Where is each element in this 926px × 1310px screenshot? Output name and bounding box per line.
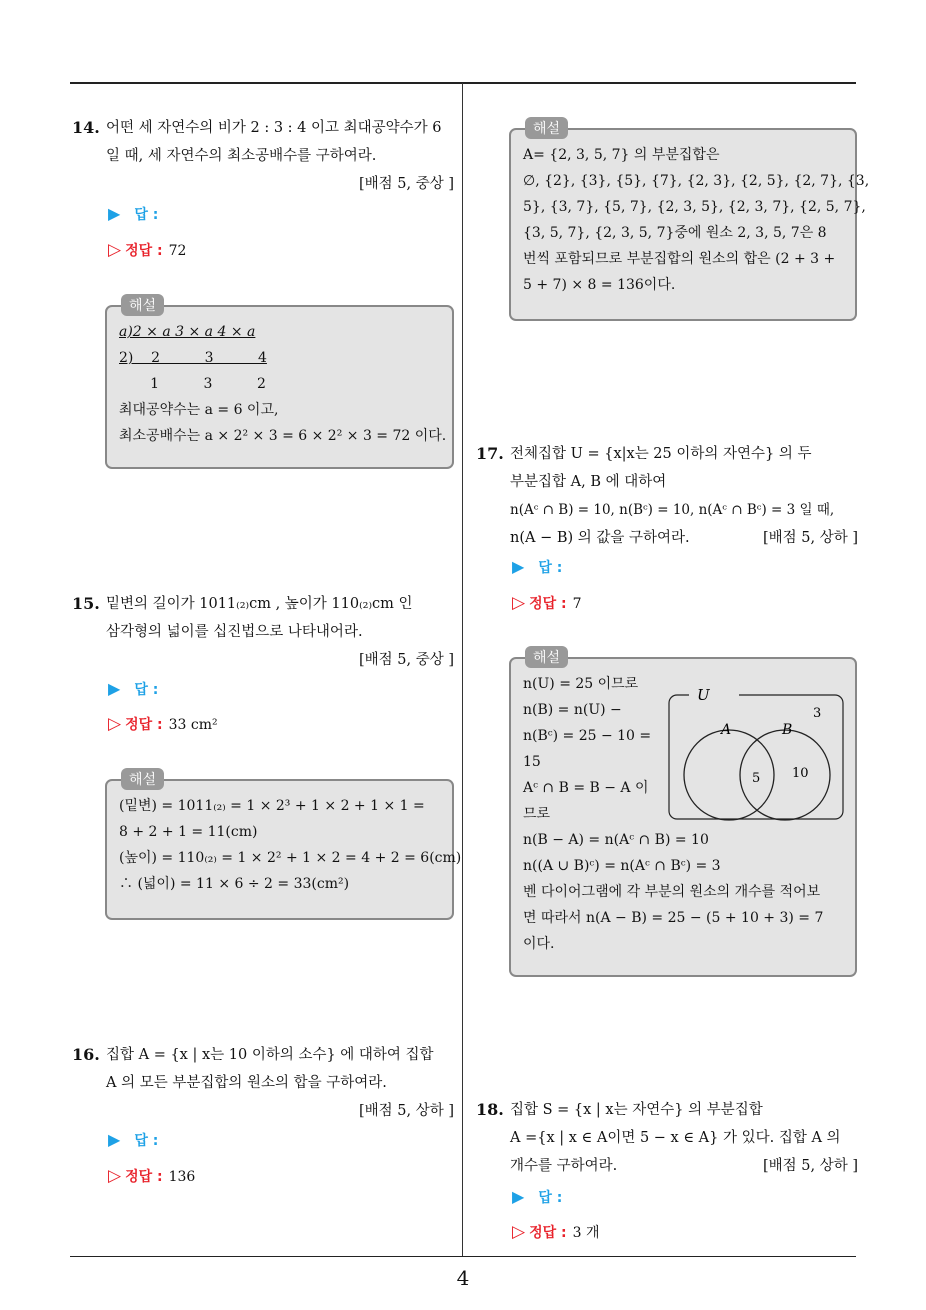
correct-value: 136	[168, 1169, 196, 1185]
question-number: 16.	[72, 1045, 100, 1064]
question-line: 집합 S = {x | x는 자연수} 의 부분집합	[510, 1102, 763, 1118]
solution-line: 최소공배수는 a × 2² × 3 = 6 × 2² × 3 = 72 이다.	[119, 428, 447, 444]
answer-label: 답 :	[538, 1190, 563, 1206]
question-number: 18.	[476, 1100, 504, 1119]
question-line: A 의 모든 부분집합의 원소의 합을 구하여라.	[106, 1075, 387, 1091]
answer-row	[108, 679, 158, 699]
solution-line: n(B) = n(U) −	[523, 702, 622, 718]
column-divider	[462, 83, 463, 1257]
solution-line: Aᶜ ∩ B = B − A 이	[523, 780, 649, 796]
solution-line: n(Bᶜ) = 25 − 10 =	[523, 728, 652, 744]
question-line: 삼각형의 넓이를 십진법으로 나타내어라.	[106, 624, 363, 640]
solution-line: 8 + 2 + 1 = 11(cm)	[119, 824, 258, 840]
correct-label: 정답 :	[125, 1169, 163, 1185]
answer-label: 답 :	[134, 1133, 159, 1149]
outline-triangle-icon: ▷	[108, 714, 122, 734]
answer-row	[108, 204, 158, 224]
solution-tag: 해설	[121, 294, 164, 316]
venn-label-u: U	[697, 689, 710, 704]
question-line: 어떤 세 자연수의 비가 2 : 3 : 4 이고 최대공약수가 6	[106, 120, 442, 136]
score-meta: [배점 5, 상하 ]	[762, 530, 858, 546]
solution-line: ∅, {2}, {3}, {5}, {7}, {2, 3}, {2, 5}, {2, 7}, {3,	[523, 173, 870, 189]
solution-body	[119, 793, 462, 897]
solution-line: 5 + 7) × 8 = 136이다.	[523, 277, 676, 293]
correct-value: 72	[168, 243, 187, 259]
solution-line: n(U) = 25 이므로	[523, 676, 639, 692]
venn-label-b: B	[782, 722, 793, 738]
correct-value: 7	[572, 596, 582, 612]
solution-line: 벤 다이어그램에 각 부분의 원소의 개수를 적어보	[523, 884, 821, 900]
solution-line: 15	[523, 754, 541, 770]
question-16	[72, 1041, 454, 1125]
correct-value: 3 개	[572, 1225, 600, 1241]
solution-line: (높이) = 110₍₂₎ = 1 × 2² + 1 × 2 = 4 + 2 = 6(cm)	[119, 850, 462, 866]
solution-line: 1 3 2	[119, 376, 266, 392]
answer-row	[512, 1187, 562, 1207]
correct-label: 정답 :	[529, 596, 567, 612]
correct-answer-row	[108, 240, 186, 260]
solution-tag: 해설	[121, 768, 164, 790]
question-line: 일 때, 세 자연수의 최소공배수를 구하여라.	[106, 148, 377, 164]
solution-box	[105, 772, 462, 920]
top-rule	[70, 82, 856, 84]
solution-line: 최대공약수는 a = 6 이고,	[119, 402, 279, 418]
question-line: 전체집합 U = {x|x는 25 이하의 자연수} 의 두	[510, 446, 812, 462]
solution-line: 이다.	[523, 936, 555, 952]
solution-line: n(B − A) = n(Aᶜ ∩ B) = 10	[523, 832, 709, 848]
question-line	[510, 1152, 858, 1180]
answer-row	[108, 1130, 158, 1150]
answer-row	[512, 557, 562, 577]
solution-line: {3, 5, 7}, {2, 3, 5, 7}중에 원소 2, 3, 5, 7은 8	[523, 225, 827, 241]
question-number: 17.	[476, 444, 504, 463]
play-triangle-icon: ▶	[512, 557, 525, 576]
solution-body	[523, 142, 870, 298]
question-line: 집합 A = {x | x는 10 이하의 소수} 에 대하여 집합	[106, 1047, 434, 1063]
answer-label: 답 :	[134, 682, 159, 698]
score-meta: [배점 5, 중상 ]	[358, 176, 454, 192]
solution-line: 므로	[523, 806, 551, 822]
bottom-rule	[70, 1256, 856, 1257]
solution-line: n((A ∪ B)ᶜ) = n(Aᶜ ∩ Bᶜ) = 3	[523, 858, 721, 874]
answer-label: 답 :	[538, 560, 563, 576]
correct-answer-row	[512, 593, 582, 613]
play-triangle-icon: ▶	[108, 1130, 121, 1149]
correct-label: 정답 :	[529, 1225, 567, 1241]
solution-line: ∴ (넓이) = 11 × 6 ÷ 2 = 33(cm²)	[119, 876, 350, 892]
correct-value: 33 cm²	[168, 717, 218, 733]
play-triangle-icon: ▶	[108, 679, 121, 698]
solution-line: a)2 × a 3 × a 4 × a	[119, 324, 256, 340]
solution-line: 번씩 포함되므로 부분집합의 원소의 합은 (2 + 3 +	[523, 251, 836, 267]
question-17	[476, 440, 858, 552]
venn-intersection-count: 5	[752, 771, 761, 786]
score-meta: [배점 5, 상하 ]	[358, 1103, 454, 1119]
outline-triangle-icon: ▷	[512, 1222, 526, 1242]
question-line-text: n(A − B) 의 값을 구하여라.	[510, 530, 690, 546]
venn-diagram	[667, 689, 847, 824]
venn-b-only-count: 10	[792, 766, 809, 781]
question-line	[510, 524, 858, 552]
question-line-text: 개수를 구하여라.	[510, 1158, 618, 1174]
correct-answer-row	[512, 1222, 600, 1242]
solution-line-text: 2) 2 3 4	[119, 350, 267, 366]
solution-line: A= {2, 3, 5, 7} 의 부분집합은	[523, 147, 720, 163]
solution-box	[509, 650, 857, 977]
solution-line	[119, 345, 440, 371]
correct-answer-row	[108, 1166, 195, 1186]
question-14	[72, 114, 454, 198]
solution-tag: 해설	[525, 646, 568, 668]
solution-box	[105, 298, 454, 469]
solution-line: 5}, {3, 7}, {5, 7}, {2, 3, 5}, {2, 3, 7}, {2, 5, 7},	[523, 199, 866, 215]
outline-triangle-icon: ▷	[512, 593, 526, 613]
play-triangle-icon: ▶	[108, 204, 121, 223]
solution-tag: 해설	[525, 117, 568, 139]
outline-triangle-icon: ▷	[108, 1166, 122, 1186]
question-number: 14.	[72, 118, 100, 137]
answer-label: 답 :	[134, 207, 159, 223]
question-line: 밑변의 길이가 1011₍₂₎cm , 높이가 110₍₂₎cm 인	[106, 596, 413, 612]
question-line: A ={x | x ∈ A이면 5 − x ∈ A} 가 있다. 집합 A 의	[510, 1130, 841, 1146]
venn-label-a: A	[721, 722, 732, 738]
outline-triangle-icon: ▷	[108, 240, 122, 260]
page-number: 4	[456, 1266, 470, 1290]
question-line: 부분집합 A, B 에 대하여	[510, 474, 667, 490]
solution-line: (밑변) = 1011₍₂₎ = 1 × 2³ + 1 × 2 + 1 × 1 =	[119, 798, 425, 814]
question-15	[72, 590, 454, 674]
correct-label: 정답 :	[125, 717, 163, 733]
solution-body	[119, 319, 447, 449]
question-number: 15.	[72, 594, 100, 613]
solution-box	[509, 121, 870, 321]
venn-outside-count: 3	[813, 706, 822, 721]
score-meta: [배점 5, 상하 ]	[762, 1158, 858, 1174]
question-line: n(Aᶜ ∩ B) = 10, n(Bᶜ) = 10, n(Aᶜ ∩ Bᶜ) = 3 일 때,	[510, 502, 835, 518]
correct-label: 정답 :	[125, 243, 163, 259]
set-a-circle	[684, 730, 774, 820]
correct-answer-row	[108, 714, 218, 734]
play-triangle-icon: ▶	[512, 1187, 525, 1206]
score-meta: [배점 5, 중상 ]	[358, 652, 454, 668]
solution-line: 면 따라서 n(A − B) = 25 − (5 + 10 + 3) = 7	[523, 910, 824, 926]
question-18	[476, 1096, 858, 1180]
